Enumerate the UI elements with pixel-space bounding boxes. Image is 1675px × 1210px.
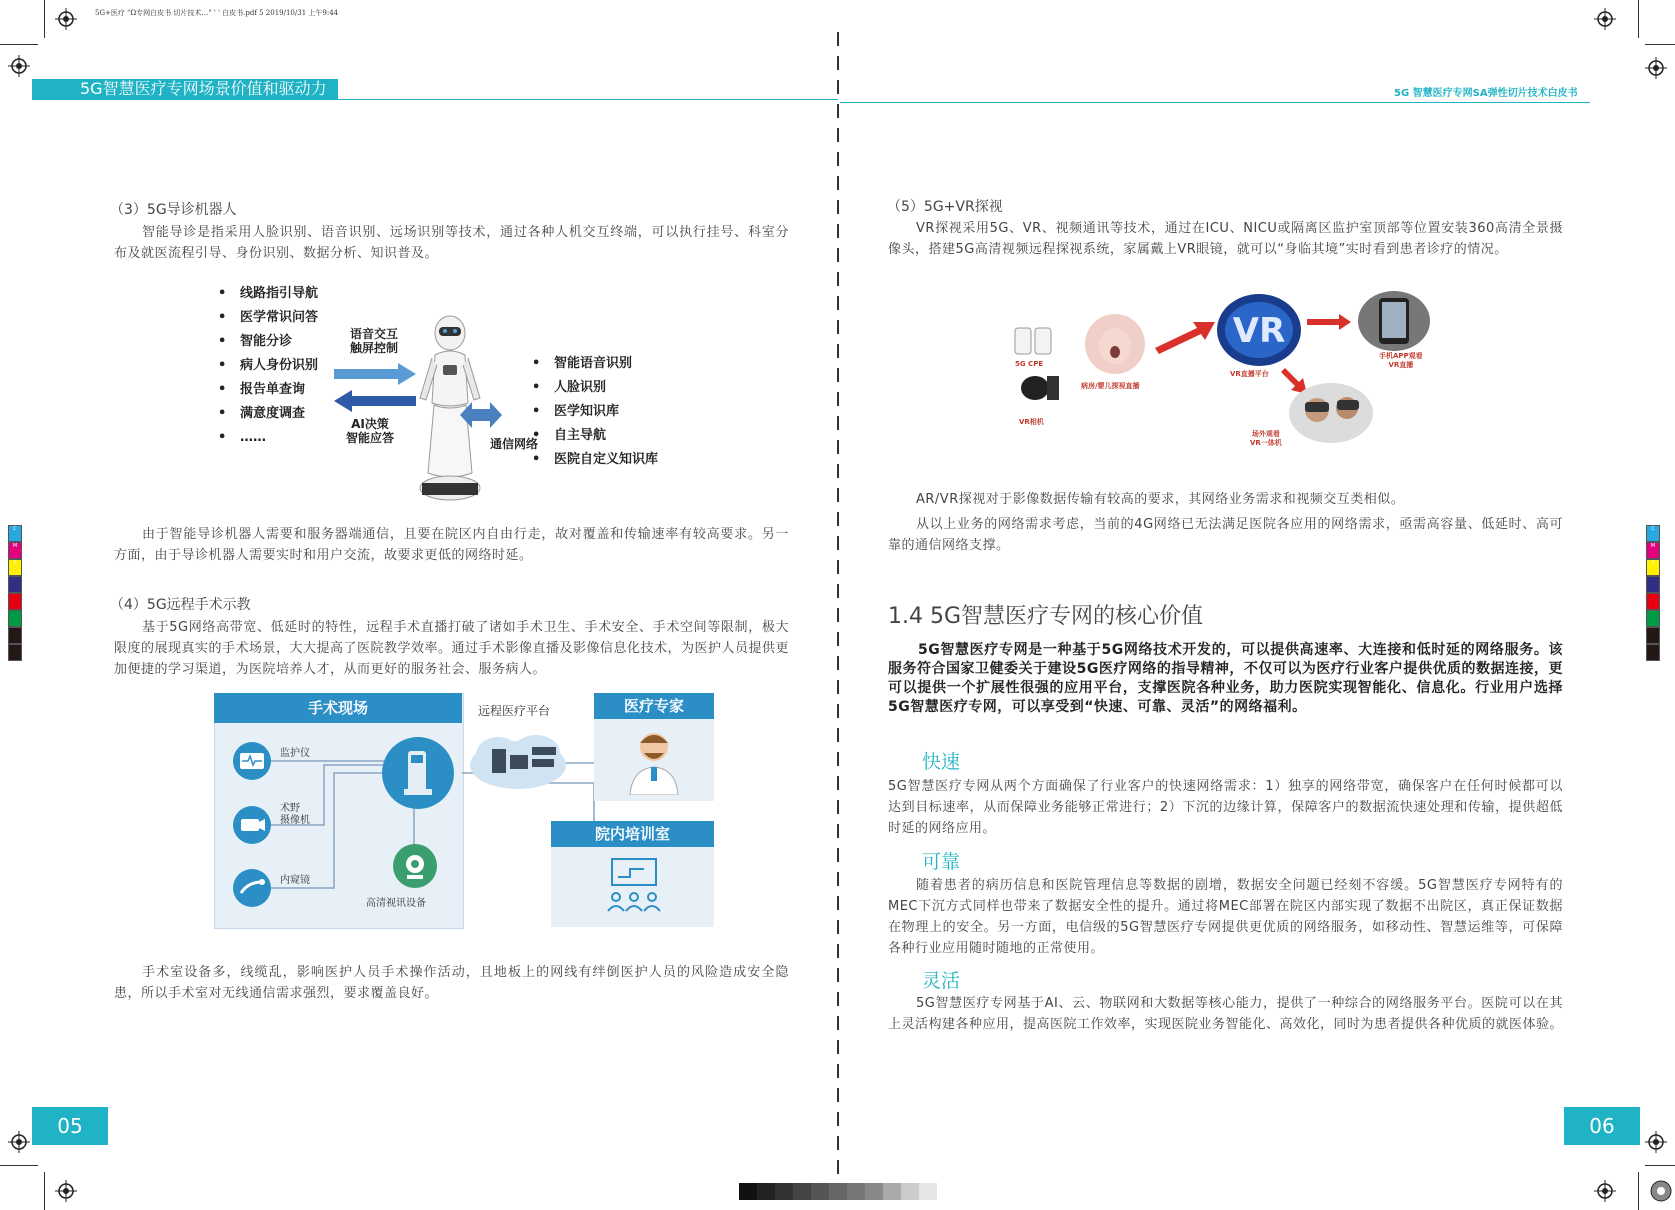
right-arrow-icon xyxy=(334,363,416,385)
fold-dash xyxy=(837,248,839,262)
endoscope-label: 内窥镜 xyxy=(280,875,310,886)
gray-bar xyxy=(739,1183,937,1200)
phone-photo-icon xyxy=(1357,290,1431,352)
fold-dash xyxy=(837,152,839,166)
vr-platform-logo-icon xyxy=(1215,292,1303,368)
crop-mark xyxy=(1638,1172,1639,1210)
camera-icon xyxy=(232,805,272,845)
fold-dash xyxy=(837,752,839,766)
vr-platform-label: VR直播平台 xyxy=(1230,370,1269,378)
fold-dash xyxy=(837,680,839,694)
operating-room-header: 手术现场 xyxy=(214,693,462,723)
list-item: • 智能语音识别 xyxy=(532,352,658,376)
vr-headset-photo-icon xyxy=(1287,382,1375,444)
gray-swatch xyxy=(865,1183,883,1200)
arrow-bottom-label: AI决策 智能应答 xyxy=(346,417,395,445)
registration-mark-icon xyxy=(8,1131,30,1153)
right-header-line xyxy=(840,102,1590,103)
fold-dash xyxy=(837,488,839,502)
fold-dash xyxy=(837,296,839,310)
fold-dash xyxy=(837,848,839,862)
fold-dash xyxy=(837,560,839,574)
fold-dash xyxy=(837,200,839,214)
list-item: • 人脸识别 xyxy=(532,376,658,400)
fold-dash xyxy=(837,56,839,70)
right-page-number: 06 xyxy=(1564,1107,1640,1145)
cloud-server-icon xyxy=(468,725,568,795)
registration-mark-icon xyxy=(1594,8,1616,30)
remote-surgery-figure xyxy=(214,693,714,928)
ward-label: 病房/婴儿探视直播 xyxy=(1081,382,1140,390)
fold-dash xyxy=(837,104,839,118)
cpe-label: 5G CPE xyxy=(1015,360,1044,368)
arvr-paragraph: AR/VR探视对于影像数据传输有较高的要求，其网络业务需求和视频交互类相似。 xyxy=(916,492,1405,507)
fold-dash xyxy=(837,656,839,670)
fold-dash xyxy=(837,1088,839,1102)
fold-dash xyxy=(837,776,839,790)
fold-dash xyxy=(837,1160,839,1174)
classroom-icon xyxy=(604,855,664,915)
fold-dash xyxy=(837,80,839,94)
section-4-title: （4）5G远程手术示教 xyxy=(110,597,251,613)
list-item: • 医院自定义知识库 xyxy=(532,448,658,472)
star-target-icon xyxy=(1650,1180,1672,1202)
fold-dash xyxy=(837,1136,839,1150)
left-header-title: 5G智慧医疗专网场景价值和驱动力 xyxy=(80,79,327,98)
fold-dash xyxy=(837,128,839,142)
gray-swatch xyxy=(811,1183,829,1200)
keyword-flexible: 灵活 xyxy=(922,970,961,992)
color-swatch: C xyxy=(1646,525,1660,542)
fold-dash xyxy=(837,896,839,910)
color-swatch xyxy=(1646,644,1660,661)
robot-function-list xyxy=(218,282,318,450)
color-bar-left xyxy=(8,525,22,661)
crop-mark xyxy=(1638,0,1639,38)
section-4-paragraph-1: 基于5G网络高带宽、低延时的特性，远程手术直播打破了诸如手术卫生、手术安全、手术空间等限制，极大限度的展现真实的手术场景，大大提高了医院教学效率。通过手术影像直播及影像信息化技术，为医护人员提供更加便捷的学习渠道，为医院培养人才，从而更好的服务社会、服务病人。 xyxy=(114,620,790,677)
fold-dash xyxy=(837,584,839,598)
left-page-number: 05 xyxy=(32,1107,108,1145)
crop-mark xyxy=(44,1172,45,1210)
list-item: • …… xyxy=(218,426,318,450)
fold-dash xyxy=(837,368,839,382)
fold-dash xyxy=(837,704,839,718)
registration-mark-icon xyxy=(55,8,77,30)
fold-dash xyxy=(837,824,839,838)
list-item: • 自主导航 xyxy=(532,424,658,448)
section-4-paragraph-2: 手术室设备多，线缆乱，影响医护人员手术操作活动，且地板上的网线有绊倒医护人员的风险造成安全隐患，所以手术室对无线通信需求强烈，要求覆盖良好。 xyxy=(114,965,789,1001)
fold-dash xyxy=(837,608,839,622)
hd-video-label: 高清视讯设备 xyxy=(366,898,426,909)
svg-text:VR: VR xyxy=(1232,311,1286,351)
section-1-4-title: 1.4 5G智慧医疗专网的核心价值 xyxy=(888,604,1204,629)
fold-dash xyxy=(837,392,839,406)
fold-dash xyxy=(837,1064,839,1078)
left-header xyxy=(32,79,338,99)
registration-mark-icon xyxy=(55,1180,77,1202)
training-room-header: 院内培训室 xyxy=(551,821,714,847)
baby-photo-icon xyxy=(1083,312,1147,376)
crop-mark xyxy=(1645,1165,1675,1166)
red-arrow-icon xyxy=(1307,314,1351,330)
robot-figure xyxy=(210,275,700,510)
list-item: • 病人身份识别 xyxy=(218,354,318,378)
gray-swatch xyxy=(739,1183,757,1200)
fold-dash xyxy=(837,944,839,958)
robot-capability-list xyxy=(532,352,658,472)
fold-dash xyxy=(837,344,839,358)
fold-dash xyxy=(837,992,839,1006)
red-arrow-icon xyxy=(1155,318,1215,354)
fold-dash xyxy=(837,1112,839,1126)
gray-swatch xyxy=(775,1183,793,1200)
color-swatch xyxy=(1646,576,1660,593)
fold-dash xyxy=(837,1040,839,1054)
color-swatch xyxy=(1646,627,1660,644)
fold-dash xyxy=(837,536,839,550)
fold-dash xyxy=(837,464,839,478)
list-item: • 医学常识问答 xyxy=(218,306,318,330)
onsite-view-label: 场外观看 VR一体机 xyxy=(1250,430,1282,447)
section-5-paragraph-1: VR探视采用5G、VR、视频通讯等技术，通过在ICU、NICU或隔离区监护室顶部等位置安装360高清全景摄像头，搭建5G高清视频远程探视系统，家属戴上VR眼镜，就可以“身临其境”实时看到患者诊疗的情况。 xyxy=(888,221,1563,257)
fold-dash xyxy=(837,800,839,814)
fold-dash xyxy=(837,1016,839,1030)
section-3-title: （3）5G导诊机器人 xyxy=(110,202,237,218)
gray-swatch xyxy=(829,1183,847,1200)
fold-dash xyxy=(837,968,839,982)
section-3-paragraph-2: 由于智能导诊机器人需要和服务器端通信，且要在院区内自由行走，故对覆盖和传输速率有较高要求。另一方面，由于导诊机器人需要实时和用户交流，故要求更低的网络时延。 xyxy=(114,527,789,563)
fold-dash xyxy=(837,32,839,46)
summary-paragraph: 从以上业务的网络需求考虑，当前的4G网络已无法满足医院各应用的网络需求，亟需高容量、低延时、高可靠的通信网络支撑。 xyxy=(888,517,1563,553)
reliable-paragraph: 随着患者的病历信息和医院管理信息等数据的剧增，数据安全问题已经刻不容缓。5G智慧医疗专网特有的MEC下沉方式同样也带来了数据安全性的提升。通过将MEC部署在院区内部实现了数据不出院区，真正保证数据在物理上的安全。另一方面，电信级的5G智慧医疗专网提供更优质的网络服务，如移动性、智慧运维等，可保障各种行业应用随时随地的正常使用。 xyxy=(888,878,1563,956)
fold-dash xyxy=(837,416,839,430)
keyword-reliable: 可靠 xyxy=(922,851,961,873)
section-5-title: （5）5G+VR探视 xyxy=(887,199,1003,215)
fold-dash xyxy=(837,632,839,646)
surgical-robot-icon xyxy=(380,735,456,811)
fold-dash xyxy=(837,176,839,190)
gray-swatch xyxy=(883,1183,901,1200)
fold-dash xyxy=(837,920,839,934)
vr-camera-icon xyxy=(1013,370,1061,402)
list-item: • 满意度调查 xyxy=(218,402,318,426)
network-label: 通信网络 xyxy=(490,437,539,451)
doctor-avatar-icon xyxy=(626,725,682,795)
fold-dash xyxy=(837,224,839,238)
registration-mark-icon xyxy=(1594,1180,1616,1202)
left-arrow-icon xyxy=(334,390,416,412)
fast-paragraph: 5G智慧医疗专网从两个方面确保了行业客户的快速网络需求：1）独享的网络带宽，确保客户在任何时候都可以达到目标速率，从而保障业务能够正常进行；2）下沉的边缘计算，保障客户的数据流快速处理和传输，提供超低时延的网络应用。 xyxy=(888,779,1563,836)
right-header-title: 5G 智慧医疗专网SA弹性切片技术白皮书 xyxy=(1394,88,1578,99)
crop-mark xyxy=(0,44,38,45)
list-item: • 报告单查询 xyxy=(218,378,318,402)
registration-mark-icon xyxy=(8,55,30,77)
gray-swatch xyxy=(793,1183,811,1200)
color-swatch: M xyxy=(1646,542,1660,559)
crop-mark xyxy=(44,0,45,38)
monitor-label: 监护仪 xyxy=(280,748,310,759)
arrow-top-label: 语音交互 触屏控制 xyxy=(350,327,399,355)
color-swatch xyxy=(1646,610,1660,627)
video-device-icon xyxy=(392,843,438,889)
list-item: • 智能分诊 xyxy=(218,330,318,354)
flexible-paragraph: 5G智慧医疗专网基于AI、云、物联网和大数据等核心能力，提供了一种综合的网络服务平台。医院可以在其上灵活构建各种应用，提高医院工作效率，实现医院业务智能化、高效化，同时为患者提供各种优质的就医体验。 xyxy=(888,996,1564,1032)
registration-mark-icon xyxy=(1645,57,1667,79)
gray-swatch xyxy=(757,1183,775,1200)
expert-header: 医疗专家 xyxy=(594,693,714,719)
monitor-icon xyxy=(232,741,272,781)
gray-swatch xyxy=(847,1183,865,1200)
color-swatch xyxy=(1646,593,1660,610)
vr-camera-label: VR相机 xyxy=(1019,418,1044,426)
color-swatch xyxy=(8,644,22,661)
vr-visit-figure xyxy=(1005,290,1455,460)
color-bar-right xyxy=(1646,525,1660,661)
fold-dash xyxy=(837,272,839,286)
bidirectional-arrow-icon xyxy=(460,400,502,430)
fold-dash xyxy=(837,512,839,526)
color-swatch: M xyxy=(8,542,22,559)
section-3-paragraph-1: 智能导诊是指采用人脸识别、语音识别、远场识别等技术，通过各种人机交互终端，可以执行挂号、科室分布及就医流程引导、身份识别、数据分析、知识普及。 xyxy=(114,225,789,261)
color-swatch xyxy=(8,610,22,627)
color-swatch: Y xyxy=(1646,559,1660,576)
cpe-device-icon xyxy=(1013,326,1053,356)
camera-label: 术野 摄像机 xyxy=(280,803,310,826)
color-swatch: Y xyxy=(8,559,22,576)
color-swatch xyxy=(8,576,22,593)
crop-mark xyxy=(1645,44,1675,45)
platform-label: 远程医疗平台 xyxy=(478,704,551,718)
app-view-label: 手机APP观看 VR直播 xyxy=(1379,352,1423,369)
print-file-info: 5G+医疗 "Ω专网白皮书 切片技术…" ' ' 白皮书.pdf 5 2019/10/31 上午9:44 xyxy=(95,9,339,17)
core-value-paragraph: 5G智慧医疗专网是一种基于5G网络技术开发的，可以提供高速率、大连接和低时延的网络服务。该服务符合国家卫健委关于建设5G医疗网络的指导精神，不仅可以为医疗行业客户提供优质的数据连接，更可以提供一个扩展性很强的应用平台，支撑医院各种业务，助力医院实现智能化、信息化。行业用户选择5G智慧医疗专网，可以享受到“快速、可靠、灵活”的网络福利。 xyxy=(888,642,1563,715)
list-item: • 线路指引导航 xyxy=(218,282,318,306)
fold-dash xyxy=(837,872,839,886)
registration-mark-icon xyxy=(1645,1131,1667,1153)
keyword-fast: 快速 xyxy=(922,751,961,773)
left-header-line xyxy=(32,99,838,100)
color-swatch: C xyxy=(8,525,22,542)
list-item: • 医学知识库 xyxy=(532,400,658,424)
gray-swatch xyxy=(901,1183,919,1200)
crop-mark xyxy=(0,1165,38,1166)
color-swatch xyxy=(8,627,22,644)
color-swatch xyxy=(8,593,22,610)
fold-dash xyxy=(837,728,839,742)
gray-swatch xyxy=(919,1183,937,1200)
endoscope-icon xyxy=(232,868,272,908)
fold-dash xyxy=(837,440,839,454)
fold-dash xyxy=(837,320,839,334)
